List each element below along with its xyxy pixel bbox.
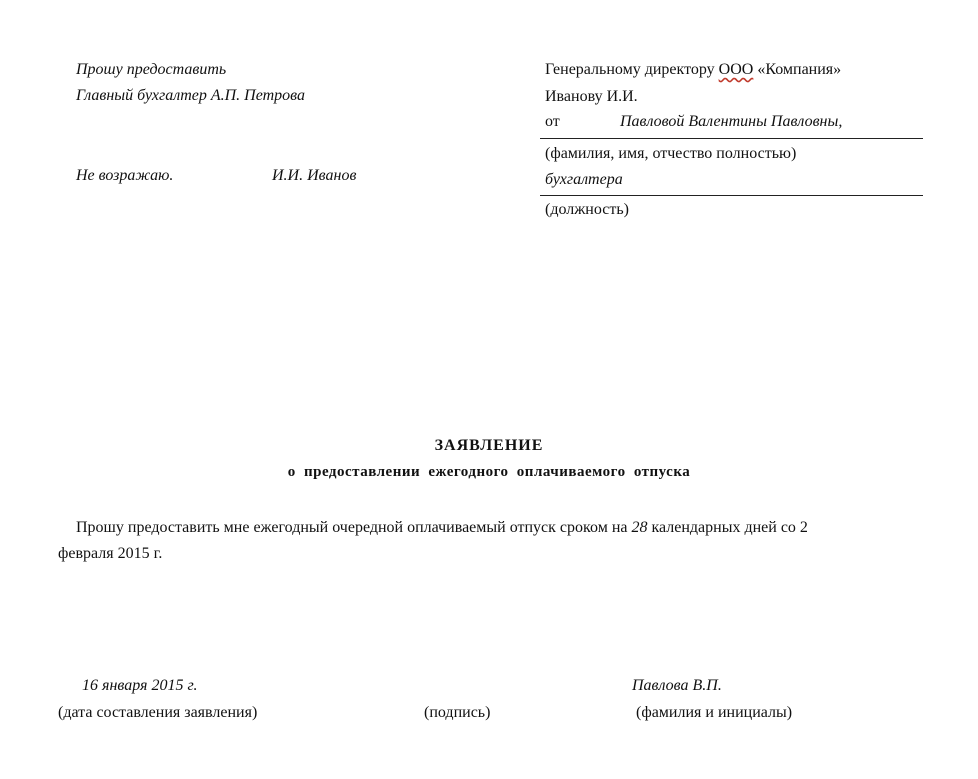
body-text-part2: календарных дней со 2 bbox=[647, 519, 808, 536]
document-title: ЗАЯВЛЕНИЕ bbox=[434, 437, 544, 454]
resolution-line-2: Главный бухгалтер А.П. Петрова bbox=[76, 87, 306, 104]
position-hint: (должность) bbox=[545, 201, 629, 218]
document-subtitle: о предоставлении ежегодного оплачиваемого отпуска bbox=[287, 464, 691, 480]
name-hint: (фамилия, имя, отчество полностью) bbox=[545, 145, 797, 162]
addressee-line bbox=[545, 62, 841, 78]
from-label: от bbox=[545, 113, 560, 130]
date-hint: (дата составления заявления) bbox=[58, 704, 258, 721]
body-text-part1: Прошу предоставить мне ежегодный очередной оплачиваемый отпуск сроком на bbox=[76, 519, 632, 536]
company-form: ООО bbox=[718, 61, 754, 78]
from-name-underline bbox=[540, 138, 923, 139]
body-line-1 bbox=[76, 520, 808, 536]
company-name: «Компания» bbox=[753, 61, 842, 78]
director-name: Иванову И.И. bbox=[545, 88, 638, 105]
application-date: 16 января 2015 г. bbox=[82, 677, 198, 694]
body-line-2: февраля 2015 г. bbox=[58, 545, 163, 562]
resolution-line-1: Прошу предоставить bbox=[76, 61, 227, 78]
applicant-name: Павлова В.П. bbox=[632, 677, 722, 694]
addressee-prefix: Генеральному директору bbox=[545, 61, 719, 78]
name-initials-hint: (фамилия и инициалы) bbox=[636, 704, 793, 721]
vacation-days: 28 bbox=[631, 519, 648, 536]
signature-hint: (подпись) bbox=[424, 704, 491, 721]
from-name: Павловой Валентины Павловны, bbox=[620, 113, 843, 130]
no-objection-text: Не возражаю. bbox=[76, 167, 174, 184]
position-value: бухгалтера bbox=[545, 171, 623, 188]
director-signature: И.И. Иванов bbox=[272, 167, 357, 184]
position-underline bbox=[540, 195, 923, 196]
